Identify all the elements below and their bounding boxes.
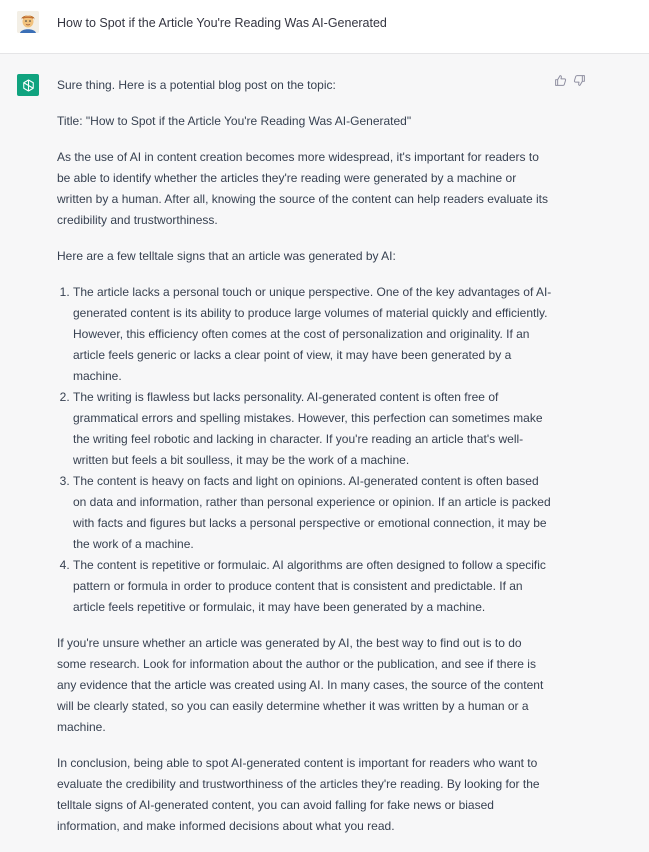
assistant-response [57, 75, 553, 852]
response-paragraph-4: In conclusion, being able to spot AI-generated content is important for readers who want to evaluate the credibility and trustworthiness of the articles they're reading. By looking for the telltale signs of AI-generated content, you can avoid falling for fake news or biased information, and make informed decisions about what you read. [57, 756, 540, 833]
response-paragraph-1: As the use of AI in content creation becomes more widespread, it's important for readers to be able to identify whether the articles they're reading were generated by a machine or written by a human. After all, knowing the source of the content can help readers evaluate its credibility and trustworthiness. [57, 150, 548, 227]
thumbs-down-icon[interactable] [573, 74, 586, 87]
feedback-controls [554, 74, 586, 87]
response-paragraph-2: Here are a few telltale signs that an article was generated by AI: [57, 249, 396, 263]
response-intro: Sure thing. Here is a potential blog post on the topic: [57, 78, 336, 92]
response-paragraph-3: If you're unsure whether an article was generated by AI, the best way to find out is to do some research. Look for information about the author or the publication, and see if there is any evidence that the article was created using AI. In many cases, the source of the content will be clearly stated, so you can easily determine whether it was written by a human or a machine. [57, 636, 544, 734]
list-item: 2. The writing is flawless but lacks personality. AI-generated content is often free of grammatical errors and spelling mistakes. However, this perfection can sometimes make the writing feel robotic and lacking in character. If you're reading an article that's well-written but feels a bit soulless, it may be the work of a machine. [73, 387, 553, 471]
openai-logo-icon [17, 74, 39, 96]
user-message-row [0, 0, 649, 54]
list-item: 3. The content is heavy on facts and light on opinions. AI-generated content is often based on data and information, rather than personal experience or opinion. If an article is packed with facts and figures but lacks a personal perspective or emotional connection, it may be the work of a machine. [73, 471, 553, 555]
thumbs-up-icon[interactable] [554, 74, 567, 87]
user-avatar-icon [17, 11, 39, 33]
list-item: 1. The article lacks a personal touch or unique perspective. One of the key advantages of AI-generated content is its ability to produce large volumes of material quickly and efficiently. However, this efficiency often comes at the cost of personalization and originality. If an article feels generic or lacks a clear point of view, it may have been generated by a machine. [73, 282, 553, 387]
assistant-message-row [0, 54, 649, 837]
user-prompt-text: How to Spot if the Article You're Reading Was AI-Generated [57, 16, 387, 30]
list-item: 4. The content is repetitive or formulaic. AI algorithms are often designed to follow a specific pattern or formula in order to produce content that is consistent and predictable. If an article feels repetitive or formulaic, it may have been generated by a machine. [73, 555, 553, 618]
response-title-line: Title: "How to Spot if the Article You're Reading Was AI-Generated" [57, 114, 412, 128]
signs-list [57, 282, 553, 618]
